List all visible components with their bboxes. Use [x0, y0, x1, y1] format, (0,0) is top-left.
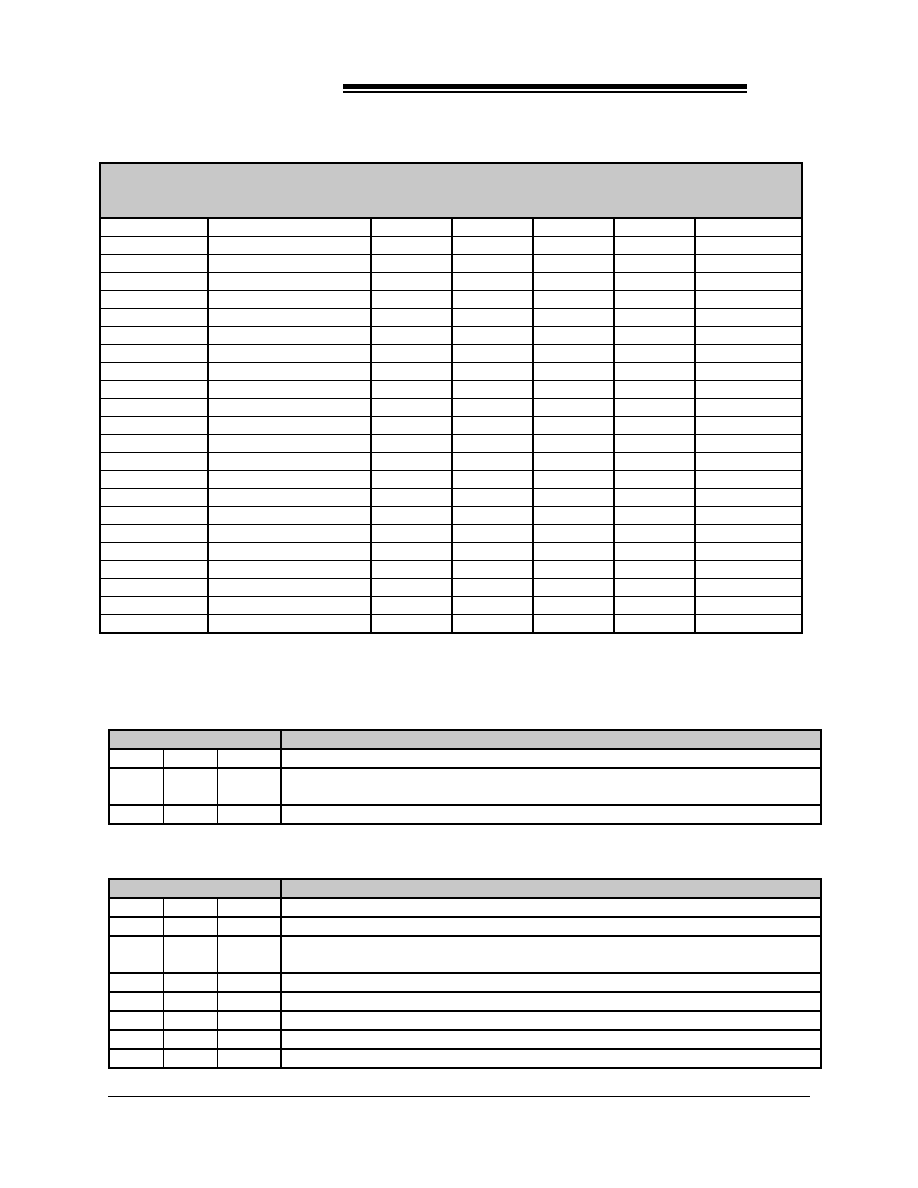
summary-table-2-cell	[217, 917, 281, 936]
table-cell	[614, 327, 695, 345]
table-cell	[695, 218, 802, 237]
table-cell	[614, 309, 695, 327]
main-table-banner-cell	[100, 163, 802, 218]
table-cell	[533, 597, 614, 615]
summary-table-1-cell	[163, 749, 217, 768]
table-cell	[695, 273, 802, 291]
table-row	[100, 471, 802, 489]
table-cell	[100, 345, 208, 363]
summary-table-2-cell	[109, 936, 163, 973]
table-cell	[371, 363, 452, 381]
table-cell	[452, 291, 533, 309]
summary-table-1-cell	[217, 749, 281, 768]
table-cell	[208, 273, 371, 291]
table-cell	[533, 561, 614, 579]
summary-table-2-cell	[163, 936, 217, 973]
table-cell	[100, 561, 208, 579]
table-cell	[208, 597, 371, 615]
table-cell	[208, 543, 371, 561]
table-cell	[371, 597, 452, 615]
table-cell	[371, 615, 452, 634]
table-cell	[452, 273, 533, 291]
table-cell	[208, 453, 371, 471]
main-data-table	[99, 162, 803, 634]
table-cell	[452, 309, 533, 327]
table-row	[100, 345, 802, 363]
table-cell	[100, 218, 208, 237]
summary-table-2-cell	[217, 1011, 281, 1030]
table-cell	[371, 327, 452, 345]
summary-table-1-row	[109, 768, 821, 805]
table-row	[100, 218, 802, 237]
summary-table-2-row	[109, 917, 821, 936]
table-row	[100, 237, 802, 255]
table-cell	[452, 597, 533, 615]
table-cell	[100, 417, 208, 435]
table-cell	[100, 507, 208, 525]
table-cell	[533, 237, 614, 255]
table-cell	[208, 579, 371, 597]
table-cell	[614, 435, 695, 453]
table-cell	[371, 489, 452, 507]
table-cell	[614, 507, 695, 525]
summary-table-2-cell	[163, 992, 217, 1011]
table-cell	[208, 507, 371, 525]
table-cell	[100, 291, 208, 309]
table-cell	[695, 417, 802, 435]
summary-table-2-cell	[217, 1049, 281, 1068]
summary-table-2-cell	[217, 1030, 281, 1049]
table-cell	[371, 543, 452, 561]
table-cell	[452, 435, 533, 453]
summary-table-1-header-left	[109, 730, 281, 749]
table-cell	[614, 363, 695, 381]
table-cell	[533, 435, 614, 453]
table-cell	[100, 327, 208, 345]
table-row	[100, 507, 802, 525]
table-cell	[208, 399, 371, 417]
table-row	[100, 255, 802, 273]
table-cell	[533, 309, 614, 327]
table-cell	[533, 525, 614, 543]
table-cell	[452, 525, 533, 543]
table-cell	[614, 597, 695, 615]
summary-table-2-cell	[281, 936, 821, 973]
table-cell	[614, 579, 695, 597]
table-cell	[100, 255, 208, 273]
table-cell	[695, 381, 802, 399]
table-cell	[695, 345, 802, 363]
table-cell	[614, 561, 695, 579]
summary-table-2-cell	[109, 1030, 163, 1049]
title-double-rule	[343, 84, 747, 93]
table-row	[100, 561, 802, 579]
table-cell	[614, 615, 695, 634]
table-cell	[208, 309, 371, 327]
table-cell	[452, 453, 533, 471]
table-row	[100, 489, 802, 507]
table-cell	[695, 291, 802, 309]
table-cell	[371, 507, 452, 525]
table-row	[100, 381, 802, 399]
table-cell	[695, 579, 802, 597]
table-cell	[695, 615, 802, 634]
table-cell	[533, 381, 614, 399]
summary-table-2-cell	[163, 1030, 217, 1049]
table-cell	[371, 561, 452, 579]
summary-table-2-cell	[109, 1011, 163, 1030]
table-cell	[533, 291, 614, 309]
table-cell	[452, 237, 533, 255]
table-cell	[208, 327, 371, 345]
summary-table-2-row	[109, 898, 821, 917]
table-cell	[533, 255, 614, 273]
table-cell	[695, 309, 802, 327]
summary-table-1-cell	[109, 805, 163, 824]
table-cell	[371, 435, 452, 453]
title-rule-thick	[343, 84, 747, 89]
summary-table-1-row	[109, 749, 821, 768]
table-cell	[100, 381, 208, 399]
table-cell	[614, 453, 695, 471]
table-cell	[695, 363, 802, 381]
table-cell	[208, 525, 371, 543]
summary-table-1-header	[109, 730, 821, 749]
table-row	[100, 309, 802, 327]
table-cell	[533, 327, 614, 345]
summary-table-2-cell	[163, 1049, 217, 1068]
table-cell	[208, 471, 371, 489]
summary-table-2-cell	[109, 973, 163, 992]
table-cell	[695, 525, 802, 543]
summary-table-2-row	[109, 973, 821, 992]
table-cell	[452, 381, 533, 399]
summary-table-2-cell	[163, 973, 217, 992]
table-row	[100, 363, 802, 381]
table-cell	[208, 291, 371, 309]
summary-table-2	[108, 878, 822, 1069]
summary-table-2-cell	[109, 1049, 163, 1068]
table-cell	[695, 327, 802, 345]
table-cell	[452, 489, 533, 507]
table-cell	[614, 417, 695, 435]
table-cell	[533, 543, 614, 561]
table-cell	[371, 255, 452, 273]
summary-table-2-cell	[281, 898, 821, 917]
table-row	[100, 417, 802, 435]
summary-table-2-header	[109, 879, 821, 898]
table-cell	[452, 543, 533, 561]
table-row	[100, 435, 802, 453]
summary-table-2-cell	[281, 917, 821, 936]
summary-table-2-cell	[281, 973, 821, 992]
table-cell	[533, 363, 614, 381]
table-cell	[208, 417, 371, 435]
summary-table-1-cell	[109, 768, 163, 805]
table-cell	[371, 417, 452, 435]
table-cell	[533, 471, 614, 489]
summary-table-2-cell	[281, 992, 821, 1011]
summary-table-2-header-left	[109, 879, 281, 898]
summary-table-2-cell	[281, 1030, 821, 1049]
table-cell	[208, 435, 371, 453]
table-cell	[208, 381, 371, 399]
table-cell	[614, 255, 695, 273]
table-cell	[100, 615, 208, 634]
table-cell	[614, 543, 695, 561]
table-cell	[100, 543, 208, 561]
table-cell	[695, 543, 802, 561]
table-cell	[614, 273, 695, 291]
table-cell	[452, 417, 533, 435]
main-table-banner	[100, 163, 802, 218]
summary-table-2-header-right	[281, 879, 821, 898]
table-cell	[100, 363, 208, 381]
table-cell	[100, 489, 208, 507]
table-cell	[452, 615, 533, 634]
table-cell	[208, 237, 371, 255]
table-cell	[371, 273, 452, 291]
table-cell	[452, 327, 533, 345]
table-cell	[100, 273, 208, 291]
summary-table-1-cell	[163, 768, 217, 805]
table-cell	[452, 255, 533, 273]
table-cell	[208, 615, 371, 634]
table-cell	[371, 525, 452, 543]
summary-table-1-cell	[217, 768, 281, 805]
table-row	[100, 525, 802, 543]
table-cell	[452, 579, 533, 597]
table-cell	[533, 273, 614, 291]
table-cell	[100, 453, 208, 471]
summary-table-2-cell	[281, 1049, 821, 1068]
table-cell	[533, 453, 614, 471]
summary-table-2-row	[109, 992, 821, 1011]
table-cell	[614, 237, 695, 255]
summary-table-2-cell	[217, 992, 281, 1011]
table-cell	[371, 237, 452, 255]
table-cell	[614, 489, 695, 507]
table-cell	[208, 218, 371, 237]
table-cell	[100, 237, 208, 255]
table-cell	[533, 507, 614, 525]
table-cell	[614, 218, 695, 237]
table-cell	[100, 525, 208, 543]
table-cell	[100, 471, 208, 489]
table-cell	[695, 237, 802, 255]
table-row	[100, 543, 802, 561]
table-cell	[371, 381, 452, 399]
table-cell	[371, 291, 452, 309]
table-cell	[614, 471, 695, 489]
summary-table-2-cell	[109, 898, 163, 917]
summary-table-1-header-right	[281, 730, 821, 749]
table-cell	[533, 489, 614, 507]
table-cell	[100, 309, 208, 327]
table-cell	[452, 399, 533, 417]
table-cell	[371, 218, 452, 237]
table-cell	[100, 399, 208, 417]
summary-table-1-cell	[217, 805, 281, 824]
summary-table-2-cell	[217, 973, 281, 992]
summary-table-1-cell	[163, 805, 217, 824]
summary-table-2-row	[109, 936, 821, 973]
table-cell	[614, 291, 695, 309]
summary-table-2-cell	[163, 1011, 217, 1030]
title-rule-thin	[343, 91, 747, 93]
table-cell	[100, 597, 208, 615]
table-cell	[695, 471, 802, 489]
summary-table-1-row	[109, 805, 821, 824]
summary-table-2-cell	[163, 917, 217, 936]
table-cell	[533, 417, 614, 435]
summary-table-2-row	[109, 1049, 821, 1068]
table-cell	[208, 345, 371, 363]
summary-table-2-cell	[281, 1011, 821, 1030]
table-cell	[695, 255, 802, 273]
summary-table-1-cell	[281, 768, 821, 805]
table-row	[100, 597, 802, 615]
table-cell	[208, 255, 371, 273]
table-row	[100, 579, 802, 597]
table-cell	[452, 363, 533, 381]
table-cell	[533, 218, 614, 237]
summary-table-2-cell	[163, 898, 217, 917]
summary-table-1-cell	[281, 749, 821, 768]
table-row	[100, 615, 802, 634]
table-cell	[695, 399, 802, 417]
table-row	[100, 453, 802, 471]
table-cell	[695, 435, 802, 453]
table-cell	[695, 561, 802, 579]
summary-table-1-cell	[281, 805, 821, 824]
table-row	[100, 291, 802, 309]
table-cell	[614, 525, 695, 543]
table-cell	[533, 345, 614, 363]
summary-table-1	[108, 729, 822, 825]
table-cell	[614, 399, 695, 417]
table-cell	[452, 345, 533, 363]
summary-table-2-cell	[217, 936, 281, 973]
table-cell	[533, 579, 614, 597]
table-cell	[695, 597, 802, 615]
table-row	[100, 273, 802, 291]
table-cell	[695, 453, 802, 471]
table-cell	[371, 399, 452, 417]
table-cell	[371, 471, 452, 489]
table-row	[100, 327, 802, 345]
table-cell	[371, 309, 452, 327]
footer-rule	[108, 1096, 810, 1097]
table-cell	[695, 507, 802, 525]
summary-table-2-cell	[109, 917, 163, 936]
table-cell	[614, 345, 695, 363]
table-cell	[533, 615, 614, 634]
summary-table-2-row	[109, 1030, 821, 1049]
table-cell	[452, 218, 533, 237]
summary-table-2-row	[109, 1011, 821, 1030]
summary-table-2-cell	[217, 898, 281, 917]
table-cell	[371, 345, 452, 363]
table-cell	[371, 453, 452, 471]
summary-table-1-cell	[109, 749, 163, 768]
table-cell	[100, 579, 208, 597]
table-cell	[452, 507, 533, 525]
summary-table-2-cell	[109, 992, 163, 1011]
table-cell	[452, 561, 533, 579]
table-cell	[452, 471, 533, 489]
table-cell	[371, 579, 452, 597]
table-cell	[533, 399, 614, 417]
table-cell	[208, 561, 371, 579]
table-cell	[695, 489, 802, 507]
table-cell	[208, 489, 371, 507]
table-row	[100, 399, 802, 417]
table-cell	[614, 381, 695, 399]
table-cell	[208, 363, 371, 381]
table-cell	[100, 435, 208, 453]
